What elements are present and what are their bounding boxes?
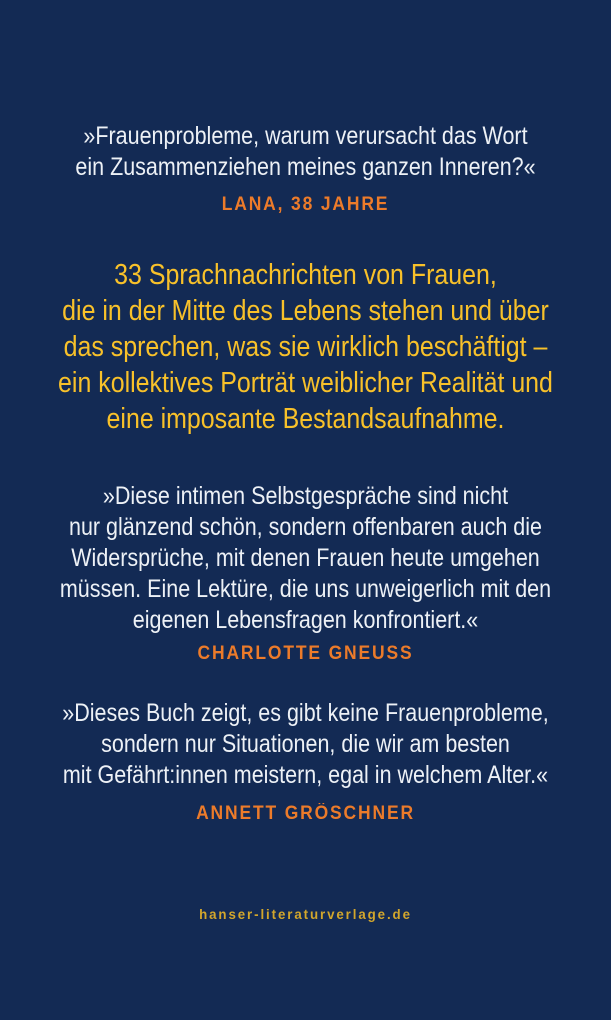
endorsement-quote-text-1 [43, 481, 568, 636]
quote-line: »Diese intimen Selbstgespräche sind nicht [102, 482, 509, 510]
quote-line: eigenen Lebensfragen konfrontiert.« [132, 606, 479, 634]
endorsement-quote-block-1 [0, 481, 611, 636]
blurb-line: ein kollektives Porträt weiblicher Realität und [58, 367, 553, 399]
reader-quote-text [43, 121, 568, 183]
quote-line: sondern nur Situationen, die wir am besten [101, 730, 510, 758]
quote-line: »Dieses Buch zeigt, es gibt keine Frauenprobleme, [62, 699, 549, 727]
quote-line: nur glänzend schön, sondern offenbaren auch die [69, 513, 542, 541]
endorsement-quote-block-2 [0, 698, 611, 791]
blurb-block [0, 257, 611, 437]
blurb-line: die in der Mitte des Lebens stehen und über [62, 295, 549, 327]
blurb-line: eine imposante Bestandsaufnahme. [106, 403, 505, 435]
endorsement-quote-text-2 [43, 698, 568, 791]
endorsement-attribution-2: ANNETT GRÖSCHNER [196, 803, 415, 824]
blurb-text [43, 257, 568, 437]
quote-line: müssen. Eine Lektüre, die uns unweigerlich mit den [59, 575, 552, 603]
quote-line: »Frauenprobleme, warum verursacht das Wort [83, 122, 528, 150]
quote-line: ein Zusammenziehen meines ganzen Inneren?« [75, 153, 536, 181]
publisher-website-url: hanser-literaturverlage.de [199, 906, 412, 922]
reader-quote-attribution: LANA, 38 JAHRE [221, 194, 390, 215]
blurb-line: das sprechen, was sie wirklich beschäftigt – [63, 331, 548, 363]
quote-line: mit Gefährt:innen meistern, egal in welchem Alter.« [62, 761, 549, 789]
blurb-line: 33 Sprachnachrichten von Frauen, [114, 259, 497, 291]
quote-line: Widersprüche, mit denen Frauen heute umgehen [71, 544, 540, 572]
endorsement-attribution-1: CHARLOTTE GNEUSS [197, 643, 414, 664]
reader-quote-block [0, 121, 611, 183]
